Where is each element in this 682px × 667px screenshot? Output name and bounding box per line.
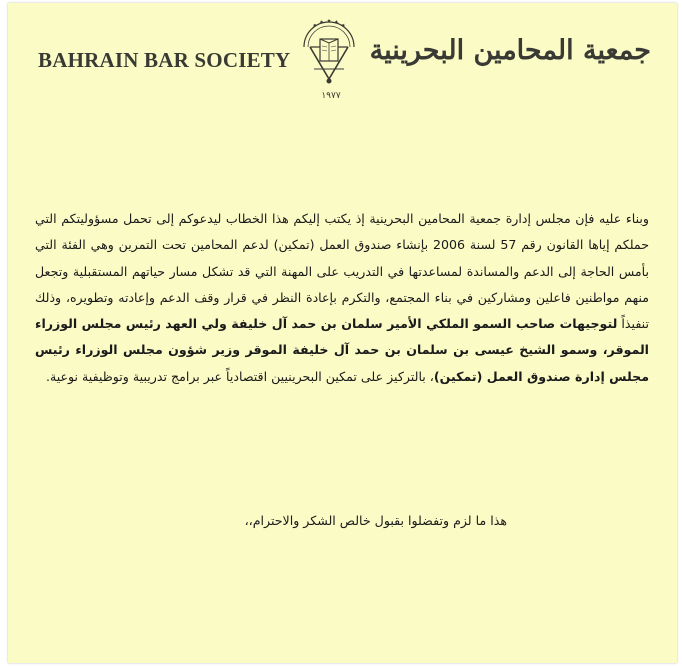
- letter-body: [35, 206, 649, 390]
- letter-page: [8, 3, 677, 663]
- body-text-end: ، بالتركيز على تمكين البحرينيين اقتصادياً عبر برامج تدريبية وتوظيفية نوعية.: [45, 368, 434, 384]
- body-text: وبناء عليه فإن مجلس إدارة جمعية المحامين البحرينية إذ يكتب إليكم هذا الخطاب ليدعوكم إلى تحمل مسؤوليتكم التي حملكم إياها القانون رقم 57 لسنة 2006 بإنشاء صندوق العمل (تمكين) لدعم المحامين تحت التمرين وهي الفئة التي بأمس الحاجة إلى الدعم والمساندة لمساعدتها في التدريب على المهنة التي قد تشكل مسار حياتهم المستقبلية وتجعل منهم مواطنين فاعلين ومشاركين في بناء المجتمع، والتكرم بإعادة النظر في قرار وقف الدعم وإعادته وتطويره، وذلك تنفيذاً: [35, 211, 649, 332]
- svg-text:✦ ✦ ✦ ✦ ✦: ✦ ✦ ✦ ✦ ✦: [310, 18, 348, 31]
- closing-line: هذا ما لزم وتفضلوا بقبول خالص الشكر والاحترام،،: [244, 513, 507, 528]
- letterhead-name-arabic: جمعية المحامين البحرينية: [369, 35, 651, 66]
- body-text-bold: لتوجيهات صاحب السمو الملكي الأمير سلمان بن حمد آل خليفة ولي العهد رئيس مجلس الوزراء الموقر، وسمو الشيخ عيسى بن سلمان بن حمد آل خليفة الموقر وزير شؤون مجلس الوزراء رئيس مجلس إدارة صندوق العمل (تمكين): [35, 316, 649, 384]
- seal-year: ١٩٧٧: [321, 91, 341, 101]
- letterhead-name-english: BAHRAIN BAR SOCIETY: [38, 48, 291, 72]
- society-seal-logo: [298, 13, 360, 89]
